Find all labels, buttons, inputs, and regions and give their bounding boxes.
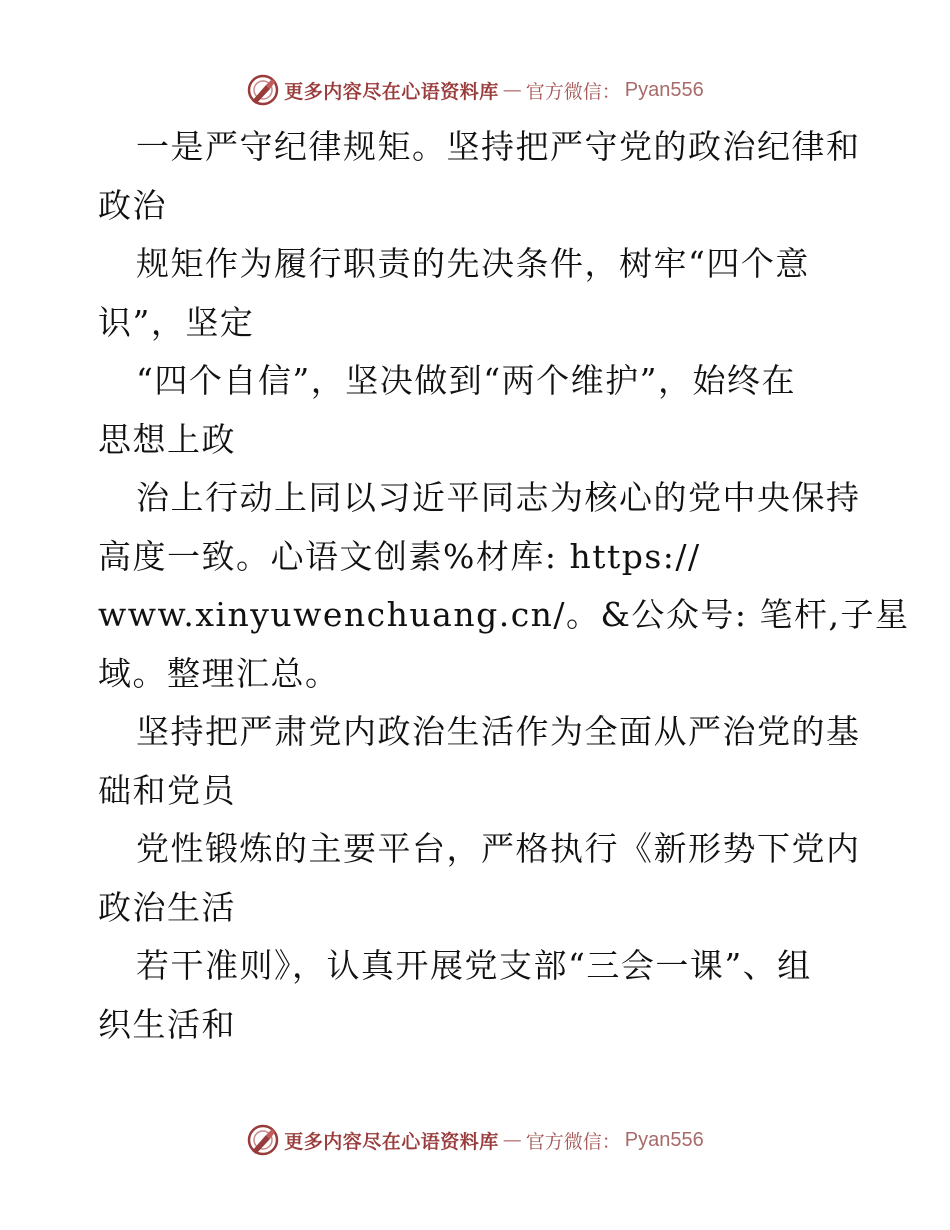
- header-wechat-id: Pyan556: [624, 78, 704, 101]
- pen-logo-icon: [246, 73, 280, 107]
- document-body: [98, 118, 910, 1054]
- text-line: 政治: [98, 185, 167, 225]
- header-banner-text: 更多内容尽在心语资料库: [284, 80, 499, 103]
- text-line: 础和党员: [98, 770, 236, 810]
- text-line: 坚持把严肃党内政治生活作为全面从严治党的基: [136, 712, 861, 751]
- text-line: www.xinyuwenchuang.cn/。&公众号: 笔杆,子星: [98, 595, 910, 634]
- footer-banner: [0, 1118, 950, 1162]
- header-banner: [0, 68, 950, 112]
- header-wechat-label: 官方微信：: [525, 80, 621, 103]
- header-banner-separator: —: [502, 79, 522, 101]
- header-banner-content: [246, 73, 704, 107]
- footer-banner-content: [246, 1123, 704, 1157]
- text-line: 高度一致。心语文创素%材库: https://: [98, 536, 701, 576]
- text-line: 党性锻炼的主要平台，严格执行《新形势下党内: [136, 829, 861, 868]
- pen-logo-icon: [246, 1123, 280, 1157]
- text-line: 规矩作为履行职责的先决条件，树牢“四个意: [136, 244, 810, 283]
- footer-wechat-id: Pyan556: [624, 1128, 704, 1151]
- text-line: 识”，坚定: [98, 302, 255, 342]
- text-line: 若干准则》，认真开展党支部“三会一课”、组: [136, 946, 812, 985]
- text-line: 一是严守纪律规矩。坚持把严守党的政治纪律和: [136, 127, 861, 166]
- text-line: 政治生活: [98, 887, 236, 927]
- footer-banner-separator: —: [502, 1129, 522, 1151]
- footer-banner-text: 更多内容尽在心语资料库: [284, 1130, 499, 1153]
- text-line: 思想上政: [98, 419, 236, 459]
- text-line: 治上行动上同以习近平同志为核心的党中央保持: [136, 478, 861, 517]
- footer-wechat-label: 官方微信：: [525, 1130, 621, 1153]
- text-line: “四个自信”，坚决做到“两个维护”，始终在: [136, 361, 796, 400]
- text-line: 织生活和: [98, 1004, 236, 1044]
- text-line: 域。整理汇总。: [98, 653, 340, 693]
